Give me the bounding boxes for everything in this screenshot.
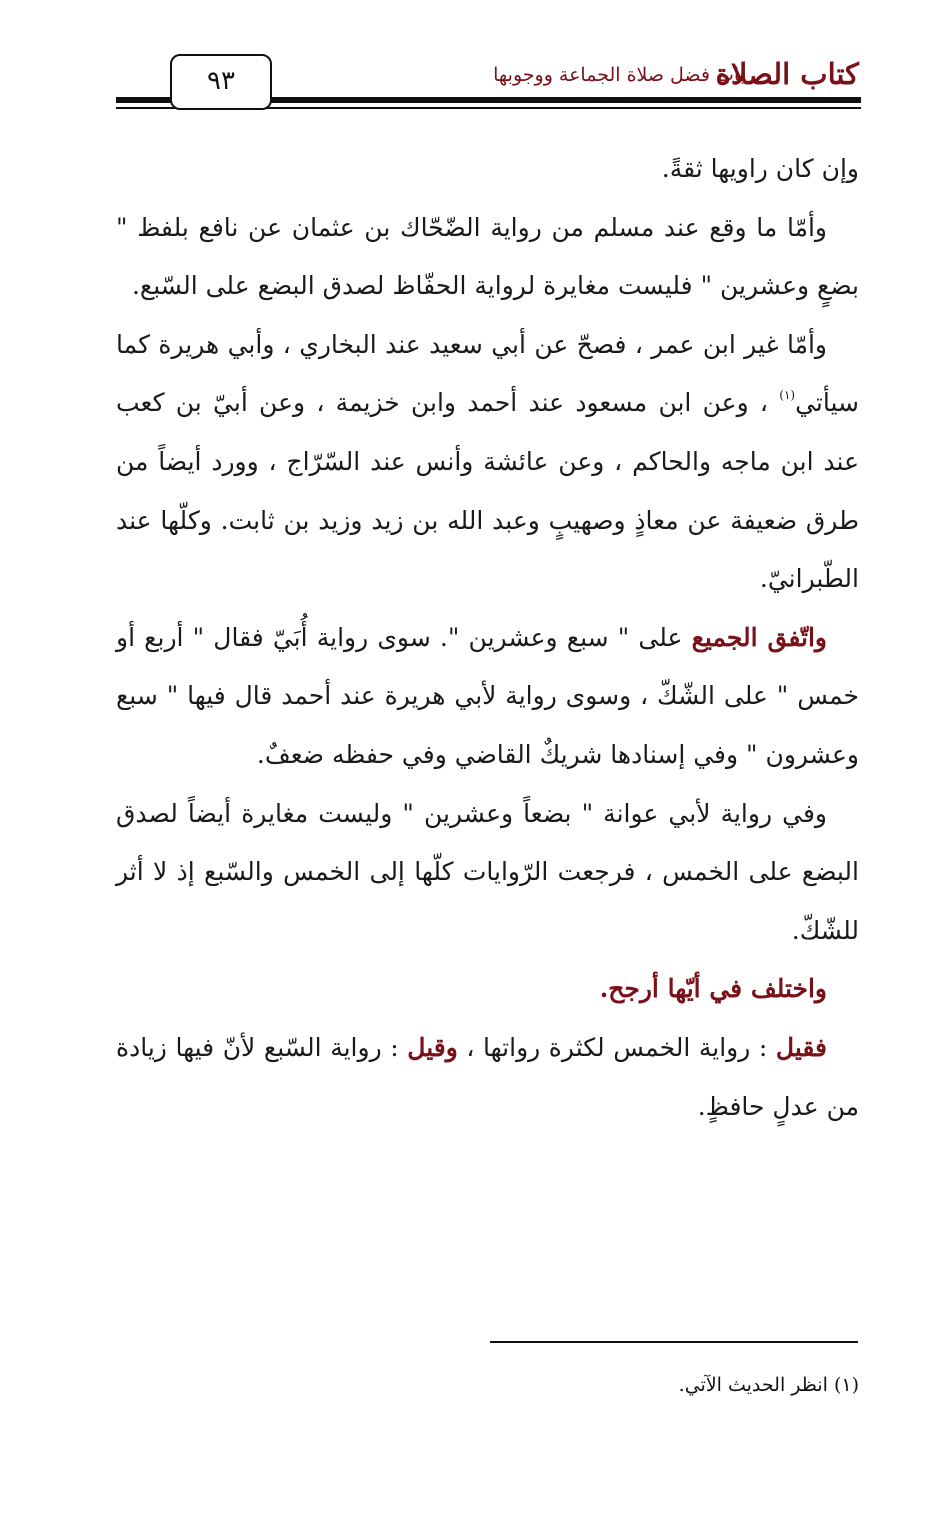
paragraph-3-text-a: وأمّا غير ابن عمر ، فصحّ عن أبي سعيد عند البخاري ، وأبي هريرة كما سيأتي xyxy=(116,329,859,418)
paragraph-4-text: على " سبع وعشرين ". سوى رواية أُبَيّ فقال " أربع أو خمس " على الشّكّ ، وسوى رواية لأبي هريرة عند أحمد قال فيها " سبع وعشرون " وفي إسنادها شريكٌ القاضي وفي حفظه ضعفٌ. xyxy=(116,622,859,769)
paragraph-7-text-a: : رواية الخمس لكثرة رواتها ، xyxy=(457,1032,776,1062)
footnote-divider xyxy=(490,1341,858,1343)
chapter-title: باب فضل صلاة الجماعة ووجوبها xyxy=(493,64,745,86)
highlight-first-opinion: فقيل xyxy=(775,1032,827,1062)
paragraph-3 xyxy=(116,316,859,609)
book-title: كتاب الصلاة xyxy=(715,57,859,91)
paragraph-1: وإن كان راويها ثقةً. xyxy=(661,154,859,183)
paragraph-3-text-b: ، وعن ابن مسعود عند أحمد وابن خزيمة ، وعن أبيّ بن كعب عند ابن ماجه والحاكم ، وعن عائشة وأنس عند السّرّاج ، وورد أيضاً من طرق ضعيفة عن معاذٍ وصهيبٍ وعبد الله بن زيد وزيد بن ثابت. وكلّها عند الطّبرانيّ. xyxy=(116,388,859,594)
highlight-agreement: واتّفق الجميع xyxy=(691,622,827,652)
page-header xyxy=(0,0,945,120)
paragraph-2: وأمّا ما وقع عند مسلم من رواية الضّحّاك بن عثمان عن نافع بلفظ " بضعٍ وعشرين " فليست مغايرة لرواية الحفّاظ لصدق البضع على السّبع. xyxy=(116,212,859,301)
paragraph-7 xyxy=(116,1019,859,1136)
page-body xyxy=(116,140,859,1136)
paragraph-5: وفي رواية لأبي عوانة " بضعاً وعشرين " وليست مغايرة أيضاً لصدق البضع على الخمس ، فرجعت الرّوايات كلّها إلى الخمس والسّبع إذ لا أثر للشّكّ. xyxy=(116,798,859,945)
highlight-second-opinion: وقيل xyxy=(407,1032,458,1062)
paragraph-7-text-b: : رواية السّبع لأنّ فيها زيادة من عدلٍ حافظٍ. xyxy=(116,1032,859,1121)
section-heading: واختلف في أيّها أرجح. xyxy=(599,974,827,1004)
paragraph-4 xyxy=(116,609,859,785)
page-number: ٩٣ xyxy=(170,54,272,110)
footnote-reference[interactable]: (١) xyxy=(779,388,796,403)
footnote: (١) انظر الحديث الآتي. xyxy=(678,1374,859,1396)
